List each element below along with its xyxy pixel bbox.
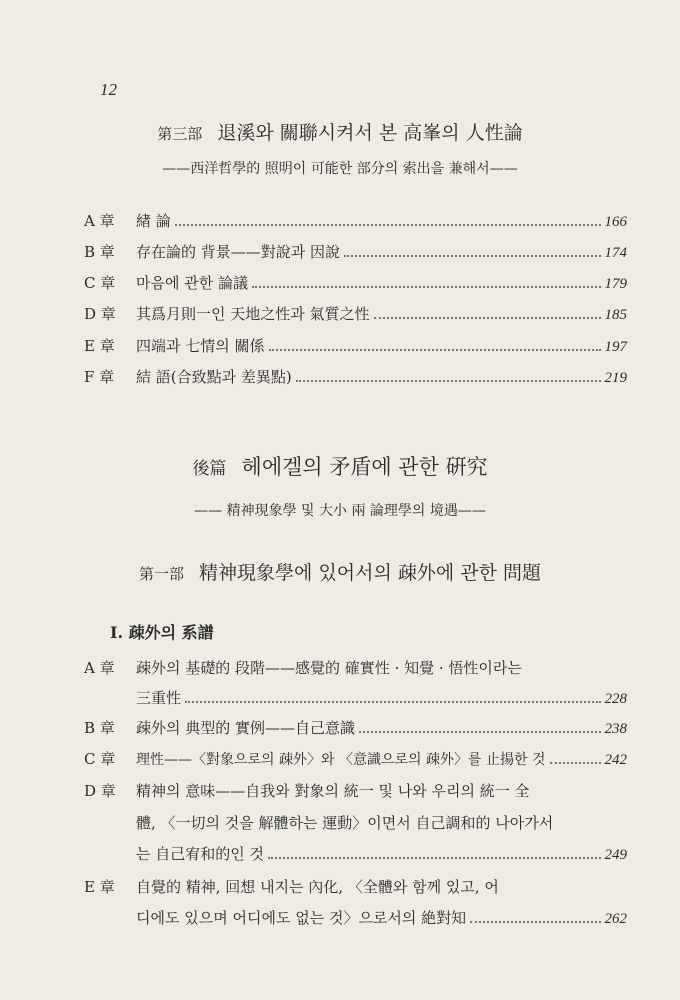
chapter-title-line1: 自覺的 精神, 回想 내지는 內化, 〈全體와 함께 있고, 어	[136, 878, 499, 896]
dot-leader	[550, 762, 601, 764]
part1-label: 第一部	[138, 565, 184, 583]
chapter-label: C 章	[84, 750, 116, 768]
chapter-title: 疎外의 典型的 實例——自己意識	[136, 719, 356, 737]
chapter-title: 緖 論	[136, 212, 171, 230]
chapter-label: A 章	[84, 659, 115, 677]
chapter-page: 219	[604, 370, 627, 386]
chapter-title: 其爲月則一인 天地之性과 氣質之性	[136, 305, 370, 323]
chapter-title-line1: 疎外의 基礎的 段階——感覺的 確實性 · 知覺 · 悟性이라는	[136, 659, 522, 677]
dot-leader	[268, 857, 600, 859]
dot-leader	[185, 701, 600, 703]
toc-entry-part1-d[interactable]	[84, 780, 627, 801]
chapter-label: D 章	[84, 782, 116, 800]
toc-entry-part3-a[interactable]	[84, 210, 627, 231]
chapter-title: 結 語(合致點과 差異點)	[136, 368, 292, 386]
chapter-page: 238	[604, 721, 627, 737]
chapter-title-line1: 精神의 意味——自我와 對象의 統一 및 나와 우리의 統一 全	[136, 782, 530, 800]
chapter-title-line2: 디에도 있으며 어디에도 없는 것〉으로서의 絶對知	[136, 909, 467, 927]
chapter-page: 262	[604, 911, 627, 927]
chapter-page: 174	[604, 245, 627, 261]
dot-leader	[359, 731, 600, 733]
part3-label: 第三部	[157, 125, 203, 143]
chapter-page: 185	[604, 307, 627, 323]
chapter-page: 179	[604, 276, 627, 292]
part1-title: 精神現象學에 있어서의 疎外에 관한 問題	[199, 562, 542, 584]
chapter-label: C 章	[84, 274, 116, 292]
part3-subtitle: ——西洋哲學的 照明이 可能한 部分의 索出을 兼해서——	[162, 161, 518, 177]
toc-entry-part3-b[interactable]	[84, 241, 627, 262]
dot-leader	[374, 317, 601, 319]
dot-leader	[269, 349, 601, 351]
toc-entry-part3-f[interactable]	[84, 366, 627, 387]
toc-entry-part1-c[interactable]	[84, 748, 627, 769]
chapter-page: 228	[604, 691, 627, 707]
toc-entry-part1-a-cont[interactable]	[136, 687, 627, 708]
toc-entry-part1-e[interactable]	[84, 876, 627, 897]
chapter-label: E 章	[84, 878, 115, 896]
toc-entry-part1-d-cont[interactable]	[136, 843, 627, 864]
chapter-label: A 章	[84, 212, 115, 230]
later-title: 헤에겔의 矛盾에 관한 硏究	[241, 455, 488, 479]
later-heading	[0, 451, 680, 481]
chapter-label: F 章	[84, 368, 115, 386]
toc-entry-part1-e-cont[interactable]	[136, 907, 627, 928]
chapter-label: B 章	[84, 719, 115, 737]
chapter-title: 四端과 七情의 關係	[136, 337, 265, 355]
dot-leader	[252, 286, 601, 288]
chapter-title: 마음에 관한 論議	[136, 274, 248, 292]
page-number: 12	[100, 80, 117, 99]
chapter-page: 197	[604, 339, 627, 355]
toc-entry-part3-c[interactable]	[84, 272, 627, 293]
chapter-label: E 章	[84, 337, 115, 355]
part3-title: 退溪와 關聯시켜서 본 高峯의 人性論	[217, 122, 523, 144]
dot-leader	[175, 224, 601, 226]
dot-leader	[296, 380, 601, 382]
toc-entry-part3-d[interactable]	[84, 303, 627, 324]
chapter-page: 249	[604, 847, 627, 863]
chapter-title-line3: 는 自己宥和的인 것	[136, 845, 265, 863]
toc-entry-part1-b[interactable]	[84, 717, 627, 738]
later-label: 後篇	[192, 459, 227, 479]
dot-leader	[344, 255, 600, 257]
chapter-label: D 章	[84, 305, 116, 323]
chapter-page: 242	[604, 752, 627, 768]
part3-heading	[0, 118, 680, 145]
toc-entry-part1-a[interactable]	[84, 657, 627, 678]
chapter-title-line2: 體, 〈一切의 것을 解體하는 運動〉이면서 自己調和的 나아가서	[136, 814, 554, 832]
chapter-page: 166	[604, 214, 627, 230]
part1-heading	[0, 558, 680, 585]
chapter-label: B 章	[84, 243, 115, 261]
toc-entry-part3-e[interactable]	[84, 335, 627, 356]
chapter-title-line2: 三重性	[136, 689, 182, 707]
section-heading: Ⅰ. 疎外의 系譜	[110, 623, 214, 642]
chapter-title: 存在論的 背景——對說과 因說	[136, 243, 341, 261]
later-subtitle: —— 精神現象學 및 大小 兩 論理學의 境遇——	[194, 503, 486, 519]
dot-leader	[470, 921, 600, 923]
chapter-title: 理性——〈對象으로의 疎外〉와 〈意識으로의 疎外〉를 止揚한 것	[136, 752, 546, 768]
